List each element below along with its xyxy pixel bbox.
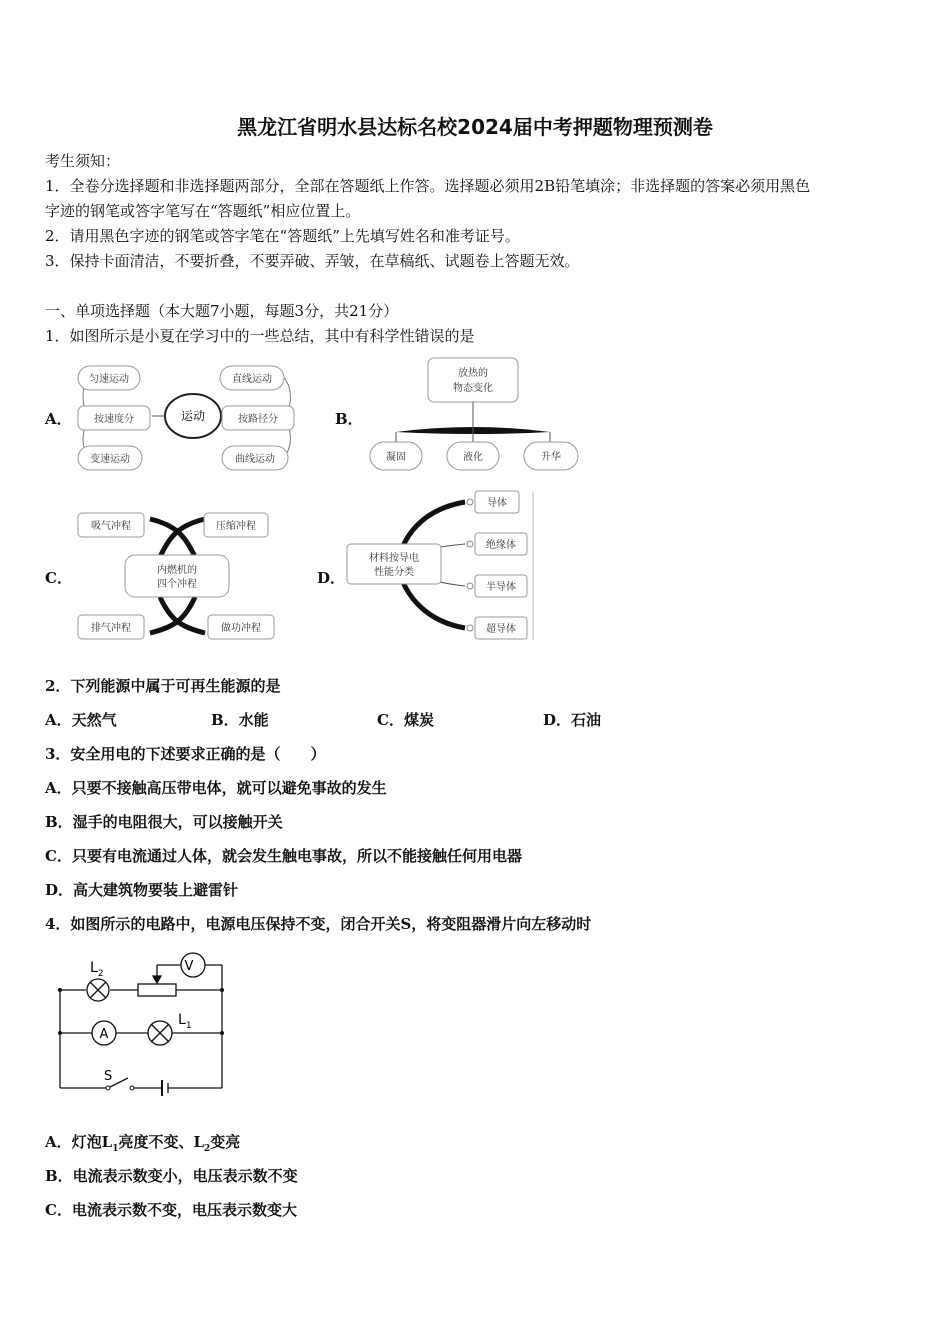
- q2-option-c: C．煤炭: [377, 711, 434, 729]
- d-center-line1: 材料按导电: [369, 553, 419, 564]
- a-node-6: 曲线运动: [235, 454, 275, 465]
- d-node-2: 绝缘体: [486, 540, 516, 551]
- a-node-4: 直线运动: [232, 374, 272, 385]
- diagram-c: [70, 505, 285, 645]
- c-node-2: 压缩冲程: [216, 521, 256, 532]
- q2-option-d: D．石油: [543, 711, 602, 729]
- diagram-d: [345, 488, 540, 643]
- q1-stem: 1．如图所示是小夏在学习中的一些总结，其中有科学性错误的是: [45, 327, 475, 345]
- section-heading: 一、单项选择题（本大题7小题，每题3分，共21分）: [45, 302, 399, 320]
- q1-label-b: B．: [335, 410, 363, 428]
- circuit-diagram: [50, 948, 235, 1098]
- q4-option-b: B．电流表示数变小，电压表示数不变: [45, 1167, 298, 1185]
- b-child-1: 凝固: [386, 452, 406, 463]
- notice-line-3: 3．保持卡面清洁，不要折叠，不要弄破、弄皱，在草稿纸、试题卷上答题无效。: [45, 252, 580, 270]
- q2-option-a: A．天然气: [45, 711, 117, 729]
- q3-option-c: C．只要有电流通过人体，就会发生触电事故，所以不能接触任何用电器: [45, 847, 522, 865]
- d-center-line2: 性能分类: [374, 567, 414, 578]
- c-node-4: 做功冲程: [221, 623, 261, 634]
- q1-label-d: D．: [317, 569, 346, 587]
- q3-option-b: B．湿手的电阻很大，可以接触开关: [45, 813, 283, 831]
- a-node-5: 按路径分: [238, 414, 278, 425]
- q3-option-a: A．只要不接触高压带电体，就可以避免事故的发生: [45, 779, 387, 797]
- b-child-3: 升华: [541, 452, 561, 463]
- d-node-4: 超导体: [486, 624, 516, 635]
- q2-option-b: B．水能: [211, 711, 269, 729]
- c-center-line1: 内燃机的: [157, 565, 197, 576]
- ammeter-label: A: [99, 1027, 109, 1042]
- notice-line-1: 1．全卷分选择题和非选择题两部分，全部在答题纸上作答。选择题必须用2B铅笔填涂；非选择题的答案必须用黑色: [45, 177, 811, 195]
- notice-line-1b: 字迹的钢笔或答字笔写在“答题纸”相应位置上。: [45, 202, 361, 220]
- c-node-3: 排气冲程: [91, 623, 131, 634]
- switch-label: S: [104, 1069, 113, 1084]
- d-node-3: 半导体: [486, 582, 516, 593]
- b-child-2: 液化: [463, 452, 483, 463]
- q3-stem: 3．安全用电的下述要求正确的是（ ）: [45, 745, 326, 763]
- c-node-1: 吸气冲程: [91, 521, 131, 532]
- a-node-1: 匀速运动: [89, 374, 129, 385]
- q1-label-a: A．: [45, 410, 72, 428]
- label-l1: $L_1$: [178, 1012, 192, 1031]
- q4-stem: 4．如图所示的电路中，电源电压保持不变，闭合开关S，将变阻器滑片向左移动时: [45, 915, 592, 933]
- diagram-b: [360, 354, 590, 479]
- c-center-line2: 四个冲程: [157, 579, 197, 590]
- a-center: 运动: [180, 409, 206, 423]
- a-node-3: 变速运动: [90, 454, 130, 465]
- q3-option-d: D．高大建筑物要装上避雷针: [45, 881, 239, 899]
- notice-heading: 考生须知：: [45, 152, 121, 170]
- diagram-a: [70, 358, 300, 478]
- q2-stem: 2．下列能源中属于可再生能源的是: [45, 677, 281, 695]
- b-top-line1: 放热的: [458, 368, 488, 379]
- notice-line-2: 2．请用黑色字迹的钢笔或答字笔在“答题纸”上先填写姓名和准考证号。: [45, 227, 520, 245]
- label-l2: $L_2$: [90, 960, 104, 979]
- d-node-1: 导体: [487, 498, 507, 509]
- q1-label-c: C．: [45, 569, 72, 587]
- a-node-2: 按速度分: [94, 414, 134, 425]
- b-top-line2: 物态变化: [453, 383, 493, 394]
- voltmeter-label: V: [184, 959, 194, 974]
- page-title: 黑龙江省明水县达标名校2024届中考押题物理预测卷: [237, 115, 713, 139]
- q4-option-c: C．电流表示数不变，电压表示数变大: [45, 1201, 297, 1219]
- q4-option-a: A．灯泡$L_1$亮度不变、$L_2$变亮: [45, 1133, 241, 1154]
